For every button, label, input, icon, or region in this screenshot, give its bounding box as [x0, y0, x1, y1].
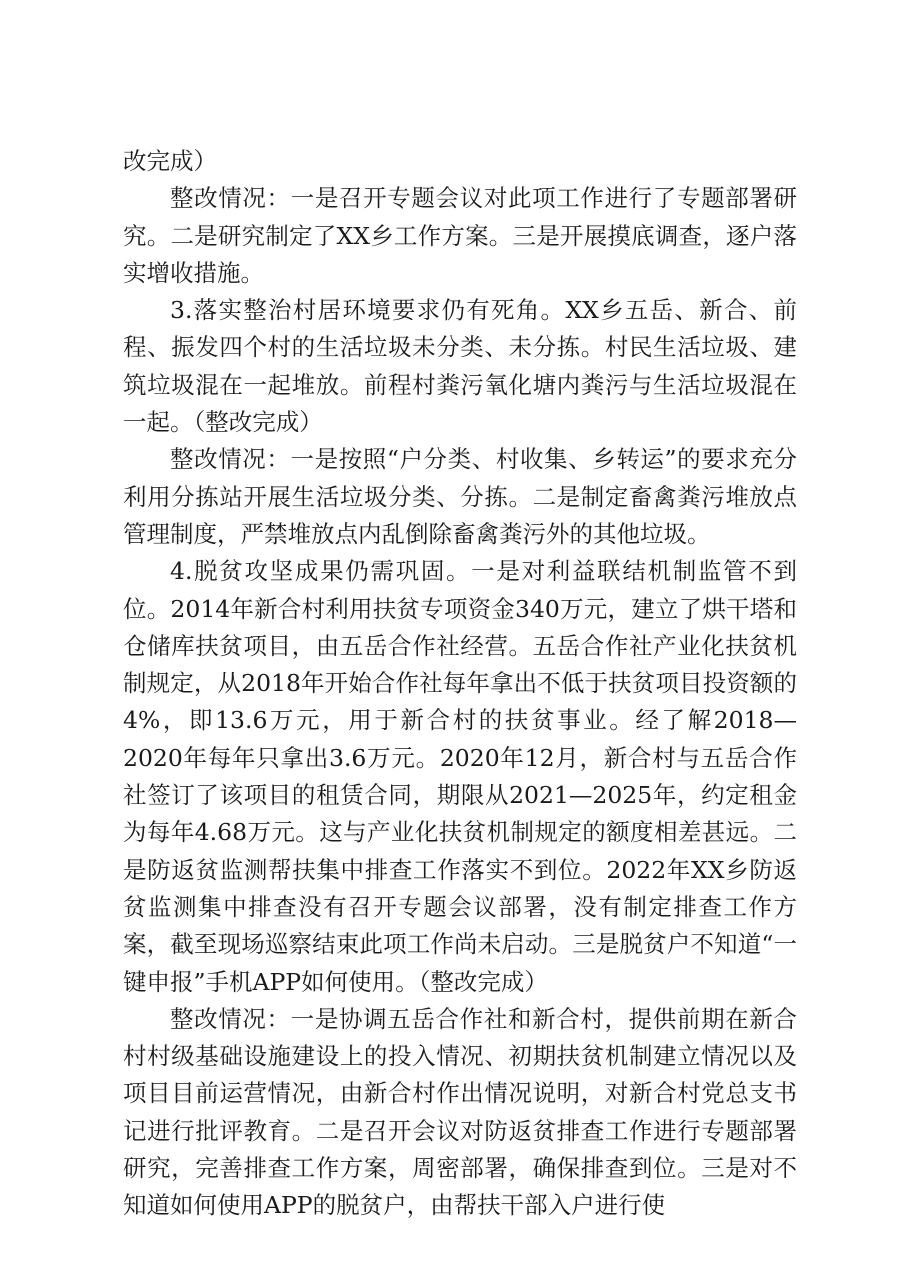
- paragraph-rectification-3: 整改情况：一是按照“户分类、村收集、乡转运”的要求充分利用分拣站开展生活垃圾分类、分拣。二是制定畜禽粪污堆放点管理制度，严禁堆放点内乱倒除畜禽粪污外的其他垃圾。: [123, 445, 797, 548]
- paragraph-continuation: 改完成）: [123, 147, 217, 175]
- paragraph-issue-4: 4.脱贫攻坚成果仍需巩固。一是对利益联结机制监管不到位。2014年新合村利用扶贫专项资金340万元，建立了烘干塔和仓储库扶贫项目，由五岳合作社经营。五岳合作社产业化扶贫机制规定，从2018年开始合作社每年拿出不低于扶贫项目投资额的4%，即13.6万元，用于新合村的扶贫事业。经了解2018—2020年每年只拿出3.6万元。2020年12月，新合村与五岳合作社签订了该项目的租赁合同，期限从2021—2025年，约定租金为每年4.68万元。这与产业化扶贫机制规定的额度相差甚远。二是防返贫监测帮扶集中排查工作落实不到位。2022年XX乡防返贫监测集中排查没有召开专题会议部署，没有制定排查工作方案，截至现场巡察结束此项工作尚未启动。三是脱贫户不知道“一键申报”手机APP如何使用。（整改完成）: [123, 557, 797, 996]
- paragraph-rectification-4: 整改情况：一是协调五岳合作社和新合村，提供前期在新合村村级基础设施建设上的投入情况、初期扶贫机制建立情况以及项目目前运营情况，由新合村作出情况说明，对新合村党总支书记进行批评教育。二是召开会议对防返贫排查工作进行专题部署研究，完善排查工作方案，周密部署，确保排查到位。三是对不知道如何使用APP的脱贫户，由帮扶干部入户进行使: [123, 1004, 797, 1220]
- paragraph-rectification-2: 整改情况：一是召开专题会议对此项工作进行了专题部署研究。二是研究制定了XX乡工作方案。三是开展摸底调查，逐户落实增收措施。: [123, 184, 797, 287]
- paragraph-issue-3: 3.落实整治村居环境要求仍有死角。XX乡五岳、新合、前程、振发四个村的生活垃圾未分类、未分拣。村民生活垃圾、建筑垃圾混在一起堆放。前程村粪污氧化塘内粪污与生活垃圾混在一起。（整改完成）: [123, 296, 797, 437]
- document-body: [123, 143, 797, 1225]
